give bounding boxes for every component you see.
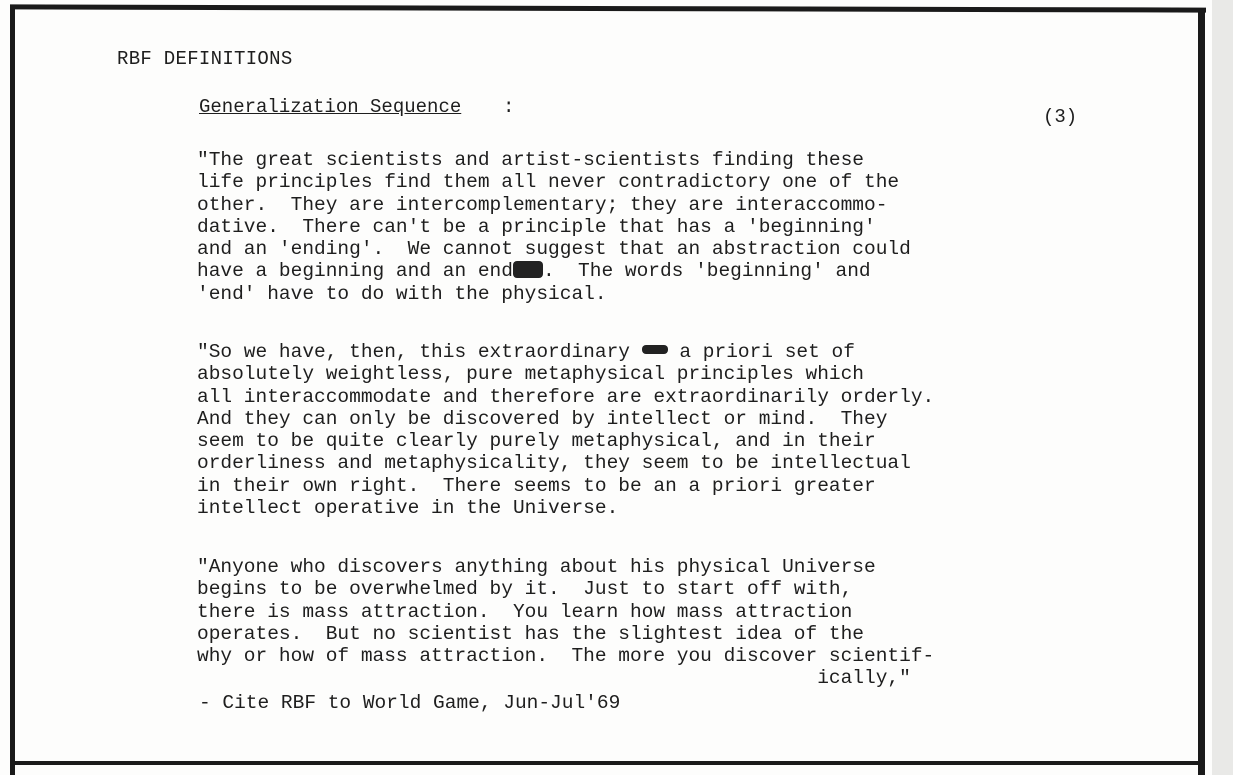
p3-line-5: why or how of mass attraction. The more you discover scientif- <box>197 645 935 668</box>
p2-line-7: in their own right. There seems to be an a priori greater <box>197 474 876 497</box>
paragraph-3 <box>197 556 1077 690</box>
citation: - Cite RBF to World Game, Jun-Jul'69 <box>199 692 621 714</box>
p3-line-2: begins to be overwhelmed by it. Just to start off with, <box>197 578 853 601</box>
p1-line-6a: have a beginning and an end <box>197 260 513 283</box>
p3-line-3: there is mass attraction. You learn how mass attraction <box>197 600 853 623</box>
section-title <box>199 96 461 118</box>
p1-line-4: dative. There can't be a principle that has a 'beginning' <box>197 215 876 238</box>
p2-line-1a: "So we have, then, this extraordinary <box>197 341 642 363</box>
card-border-right <box>1198 8 1205 775</box>
section-title-text: Generalization Sequence <box>199 96 462 118</box>
card-border-top <box>10 4 1206 12</box>
p3-line-1: "Anyone who discovers anything about his physical Universe <box>197 556 876 578</box>
card-border-left <box>10 8 15 775</box>
p2-line-1b: a priori set of <box>667 341 855 363</box>
card-border-bottom <box>10 761 1205 765</box>
p3-line-6: ically," <box>197 667 911 690</box>
card-header: RBF DEFINITIONS <box>117 48 293 70</box>
paragraph-1 <box>197 149 1077 305</box>
section-colon: : <box>503 96 515 118</box>
scan-margin <box>1212 0 1233 775</box>
p2-line-5: seem to be quite clearly purely metaphysical, and in their <box>197 430 876 453</box>
p2-line-6: orderliness and metaphysicality, they seem to be intellectual <box>197 452 911 475</box>
p1-line-3: other. They are intercomplementary; they are interaccommo- <box>197 193 888 216</box>
p1-line-7: 'end' have to do with the physical. <box>197 282 607 305</box>
redaction-mark <box>513 261 543 278</box>
page-number: (3) <box>1043 106 1078 128</box>
p2-line-4: And they can only be discovered by intellect or mind. They <box>197 407 888 430</box>
paragraph-2 <box>197 341 1077 519</box>
p2-line-8: intellect operative in the Universe. <box>197 497 619 520</box>
p2-line-2: absolutely weightless, pure metaphysical principles which <box>197 363 865 386</box>
p2-line-3: all interaccommodate and therefore are extraordinarily orderly. <box>197 385 935 408</box>
p1-line-1: "The great scientists and artist-scientists finding these <box>197 149 865 171</box>
redaction-mark <box>642 345 668 354</box>
p1-line-5: and an 'ending'. We cannot suggest that an abstraction could <box>197 238 911 261</box>
p3-line-4: operates. But no scientist has the slightest idea of the <box>197 622 865 645</box>
p1-line-2: life principles find them all never contradictory one of the <box>197 171 900 194</box>
p1-line-6b: . The words 'beginning' and <box>542 260 871 283</box>
